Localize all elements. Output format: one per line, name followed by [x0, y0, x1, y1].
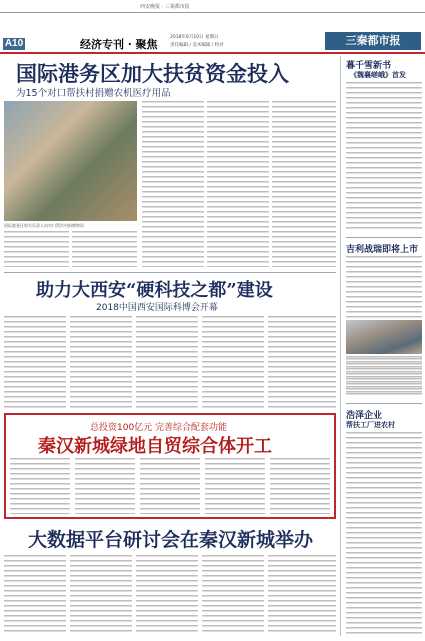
article-1-text-col-1 — [4, 231, 69, 267]
sidebar-2-title: 吉利战瑞即将上市 — [346, 245, 419, 255]
article-3-text-col-4 — [205, 458, 265, 514]
top-rule — [0, 12, 425, 13]
article-3-headline: 秦汉新城绿地自贸综合体开工 — [38, 436, 272, 457]
column-divider — [340, 56, 341, 636]
editor-line: 责任编辑 / 美术编辑 / 校对 — [170, 43, 224, 48]
article-divider — [4, 272, 336, 273]
sidebar-2-text-lower — [346, 358, 422, 398]
article-2-text-col-5 — [268, 316, 336, 409]
article-1-text-col-3 — [142, 101, 204, 267]
article-3-text-col-1 — [10, 458, 70, 514]
article-4-headline: 大数据平台研讨会在秦汉新城举办 — [28, 529, 314, 551]
article-3-kicker: 总投资100亿元 完善综合配套功能 — [90, 423, 228, 433]
article-4-text-col-2 — [70, 555, 132, 635]
article-4-text-col-1 — [4, 555, 66, 635]
article-1-subhead: 为15个对口帮扶村捐赠农机医疗用品 — [16, 88, 171, 99]
sidebar-1-text — [346, 82, 422, 232]
article-2-text-col-3 — [136, 316, 198, 409]
article-4-text-col-4 — [202, 555, 264, 635]
sidebar-3-title: 浩泽企业 — [346, 411, 383, 421]
article-2-text-col-1 — [4, 316, 66, 409]
sidebar-1-title: 暮千雪新书 — [346, 61, 392, 71]
date-line: 2018年6月10日 星期日 — [170, 35, 219, 40]
article-3-text-col-5 — [270, 458, 330, 514]
article-3-text-col-3 — [140, 458, 200, 514]
article-3-text-col-2 — [75, 458, 135, 514]
page-number: A10 — [4, 38, 24, 49]
header-rule — [0, 52, 425, 54]
sidebar-2-photo — [346, 320, 422, 354]
article-1-text-col-2 — [72, 231, 137, 267]
article-1-text-col-4 — [207, 101, 269, 267]
masthead-small: 西安晚报 · 三秦都市报 — [140, 4, 190, 10]
article-2-text-col-2 — [70, 316, 132, 409]
sidebar-1-subtitle: 《魏襄嵯峨》首发 — [350, 71, 406, 79]
sidebar-divider-1 — [346, 237, 422, 238]
article-1-headline: 国际港务区加大扶贫资金投入 — [16, 61, 289, 86]
section-title: 经济专刊 · 聚焦 — [80, 38, 158, 51]
sidebar-divider-2 — [346, 403, 422, 404]
article-2-headline: 助力大西安“硬科技之都”建设 — [36, 280, 273, 301]
article-1-text-col-5 — [272, 101, 336, 267]
article-2-text-col-4 — [202, 316, 264, 409]
newspaper-logo: 三秦都市报 — [325, 32, 421, 50]
article-1-photo — [4, 101, 137, 221]
sidebar-3-text — [346, 432, 422, 635]
article-2-subhead: 2018中国西安国际科博会开幕 — [96, 303, 218, 313]
article-4-text-col-3 — [136, 555, 198, 635]
article-4-text-col-5 — [268, 555, 336, 635]
sidebar-3-subtitle: 帮扶工厂进农村 — [346, 421, 395, 429]
article-1-photo-caption: 国际港务区相关负责人向对口帮扶村捐赠物资 — [4, 223, 84, 228]
